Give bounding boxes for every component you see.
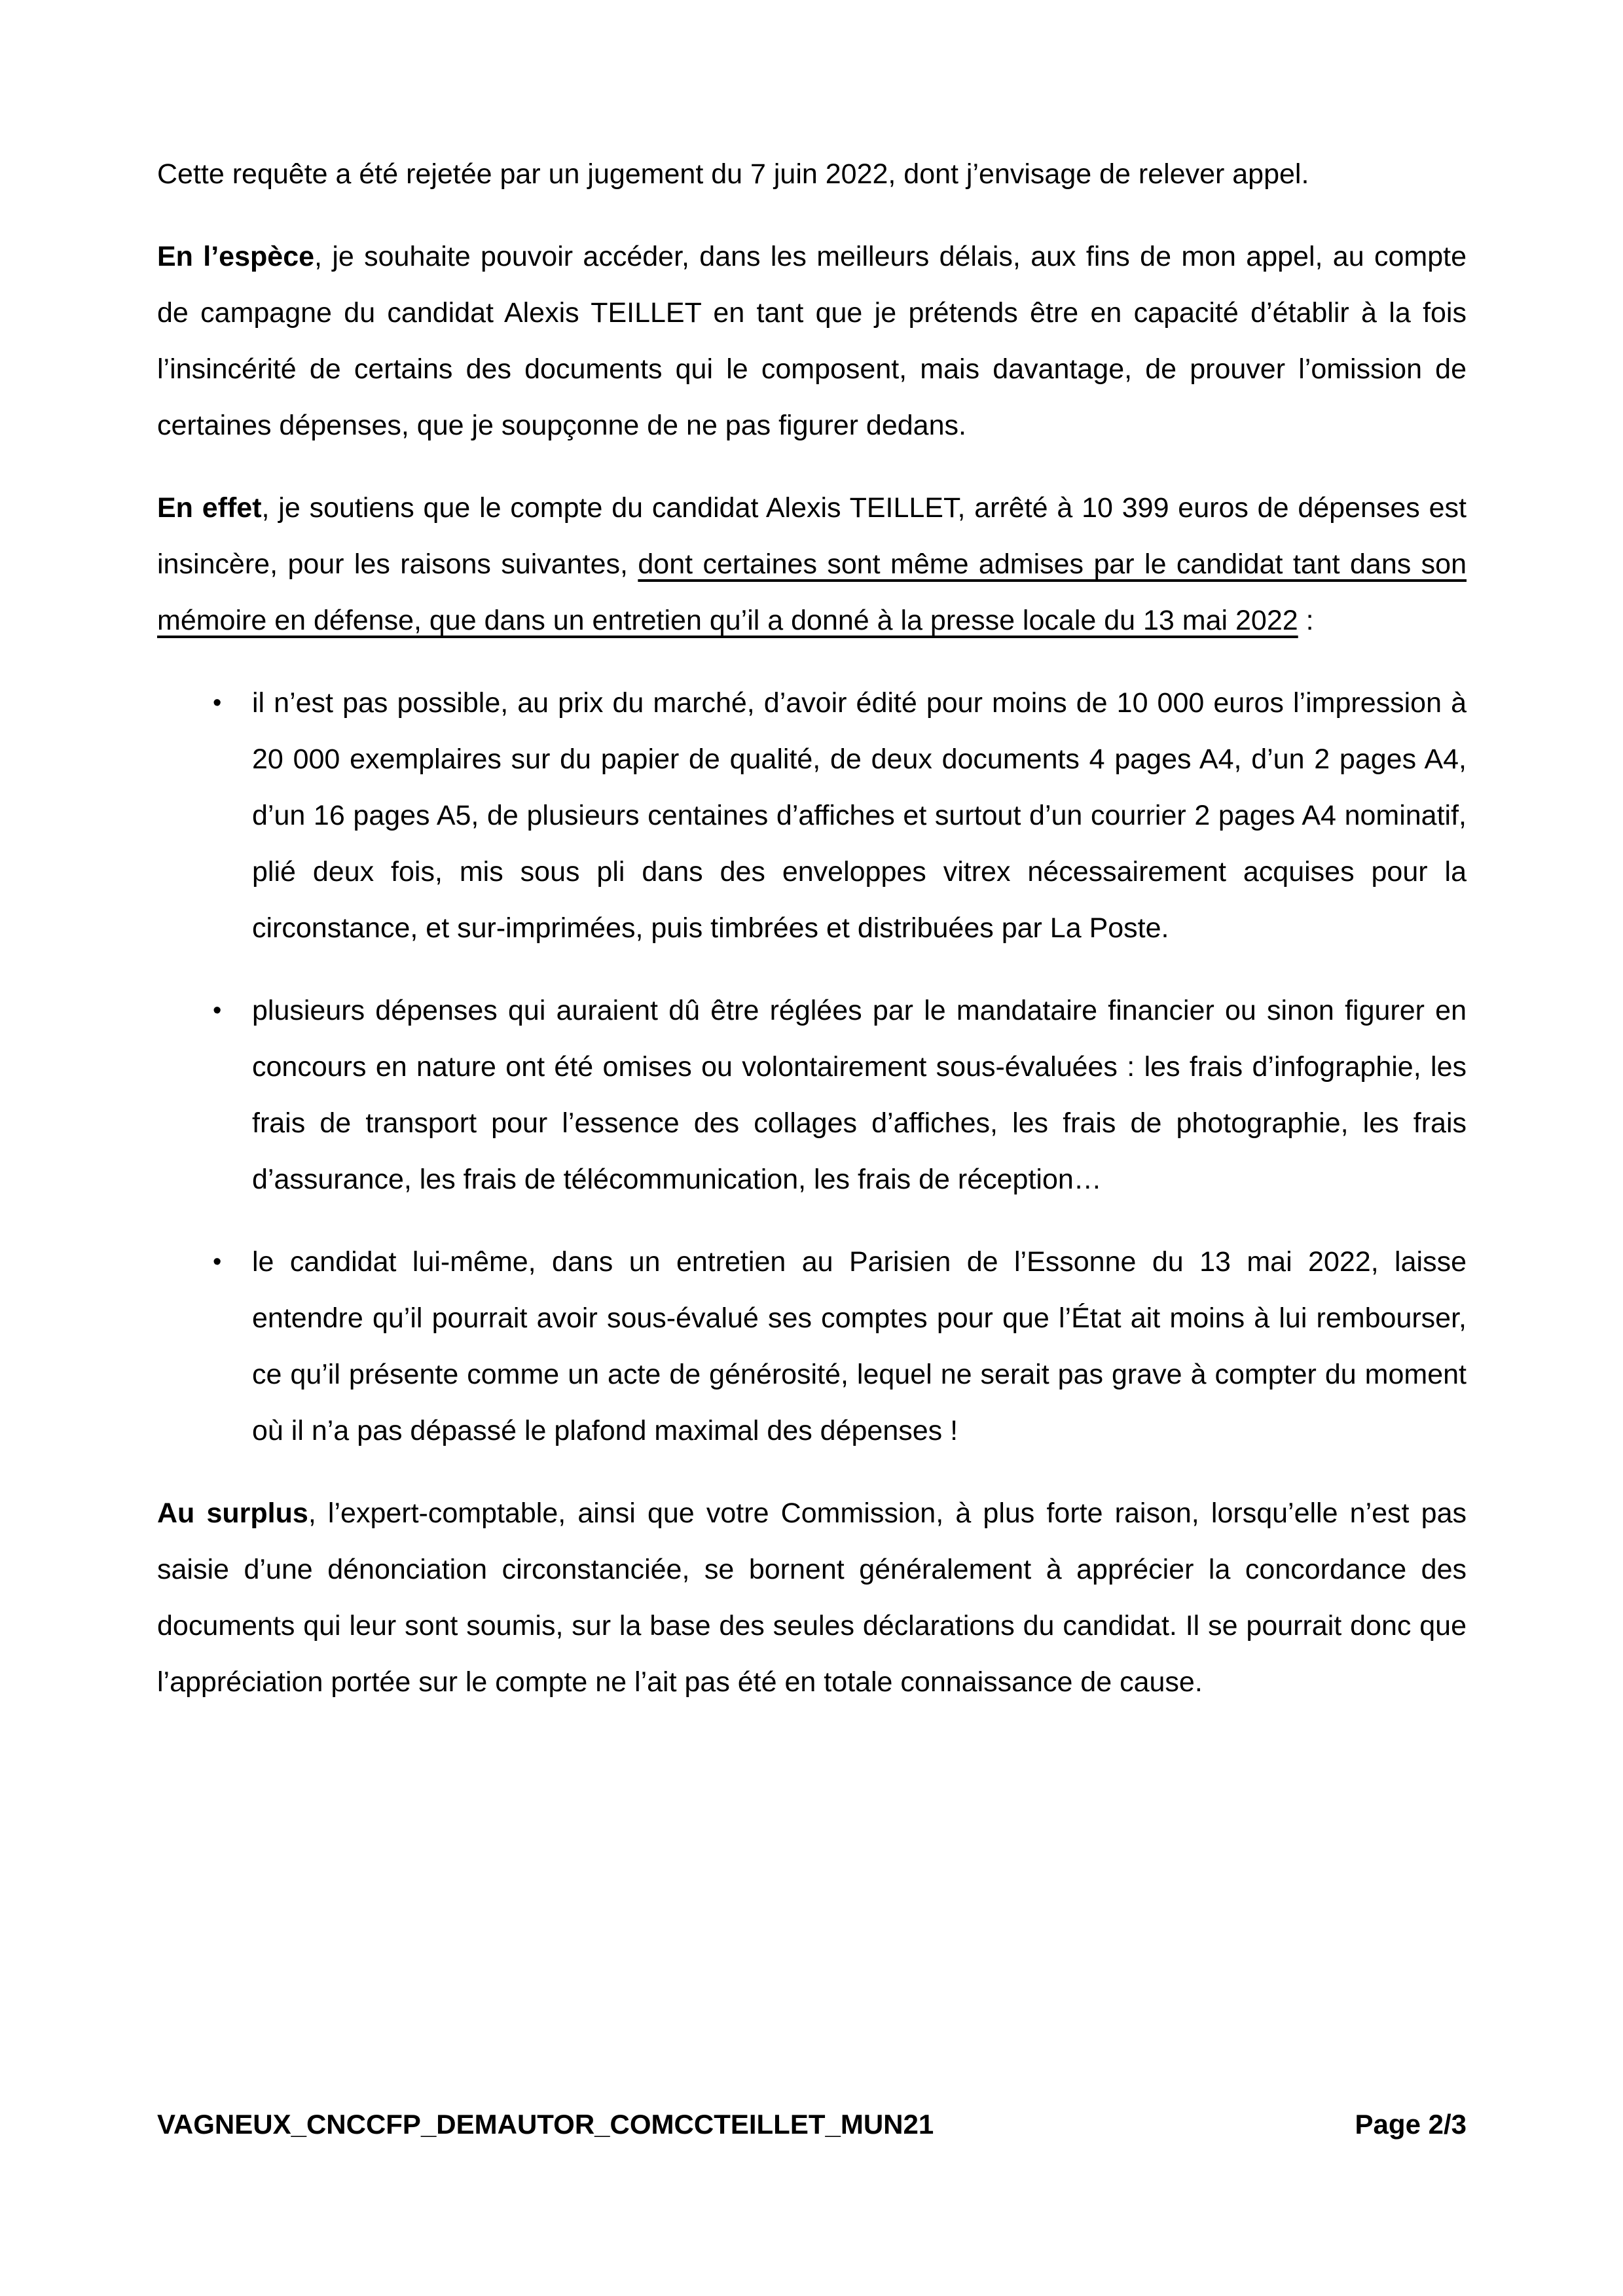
page-footer — [157, 2109, 1467, 2140]
list-item-text — [252, 675, 1467, 956]
list-item-text — [252, 982, 1467, 1208]
paragraph — [157, 1485, 1467, 1710]
text-segment: Cette requête a été rejetée par un jugement du 7 juin 2022, dont j’envisage de relever appel. — [157, 158, 1309, 190]
list-item — [157, 982, 1467, 1208]
bullet-icon: • — [213, 1248, 222, 1276]
bullet-icon: • — [213, 689, 222, 717]
paragraph — [157, 228, 1467, 454]
text-segment: , l’expert-comptable, ainsi que votre Commission, à plus forte raison, lorsqu’elle n’est pas saisie d’une dénonciation circonstanciée, se bornent généralement à apprécier la concordance des documents qui leur sont soumis, sur la base des seules déclarations du candidat. Il se pourrait donc que l’appréciation portée sur le compte ne l’ait pas été en totale connaissance de cause. — [157, 1498, 1467, 1698]
document-body — [157, 0, 1467, 1736]
text-segment: il n’est pas possible, au prix du marché, d’avoir édité pour moins de 10 000 euros l’impression à 20 000 exemplaires sur du papier de qualité, de deux documents 4 pages A4, d’un 2 pages A4, d’un 16 pages A5, de plusieurs centaines d’affiches et surtout d’un courrier 2 pages A4 nominatif, plié deux fois, mis sous pli dans des enveloppes vitrex nécessairement acquises pour la circonstance, et sur-imprimées, puis timbrées et distribuées par La Poste. — [252, 687, 1467, 944]
bold-text-segment: En effet — [157, 492, 262, 524]
footer-page-number: Page 2/3 — [1355, 2109, 1467, 2140]
footer-document-reference: VAGNEUX_CNCCFP_DEMAUTOR_COMCCTEILLET_MUN21 — [157, 2109, 934, 2140]
paragraph — [157, 146, 1467, 202]
paragraph — [157, 480, 1467, 649]
text-segment: , je soutiens que le compte du candidat Alexis TEILLET, arrêté à 10 399 euros de dépenses est insincère, pour les raisons suivantes, — [157, 492, 1467, 580]
list-item — [157, 675, 1467, 956]
underlined-text-segment: dont certaines sont même admises par le candidat tant dans son mémoire en défense, que dans un entretien qu’il a donné à la presse locale du 13 mai 2022 — [157, 548, 1467, 636]
bullet-icon: • — [213, 997, 222, 1024]
list-item-text — [252, 1234, 1467, 1459]
text-segment: le candidat lui-même, dans un entretien au Parisien de l’Essonne du 13 mai 2022, laisse entendre qu’il pourrait avoir sous-évalué ses comptes pour que l’État ait moins à lui rembourser, ce qu’il présente comme un acte de générosité, lequel ne serait pas grave à compter du moment où il n’a pas dépassé le plafond maximal des dépenses ! — [252, 1246, 1467, 1446]
text-segment: plusieurs dépenses qui auraient dû être réglées par le mandataire financier ou sinon figurer en concours en nature ont été omises ou volontairement sous-évaluées : les frais d’infographie, les frais de transport pour l’essence des collages d’affiches, les frais de photographie, les frais d’assurance, les frais de télécommunication, les frais de réception… — [252, 995, 1467, 1195]
text-segment: , je souhaite pouvoir accéder, dans les meilleurs délais, aux fins de mon appel, au compte de campagne du candidat Alexis TEILLET en tant que je prétends être en capacité d’établir à la fois l’insincérité de certains des documents qui le composent, mais davantage, de prouver l’omission de certaines dépenses, que je soupçonne de ne pas figurer dedans. — [157, 241, 1467, 441]
text-segment: : — [1298, 605, 1314, 636]
bold-text-segment: Au surplus — [157, 1498, 308, 1529]
list-item — [157, 1234, 1467, 1459]
bold-text-segment: En l’espèce — [157, 241, 315, 272]
